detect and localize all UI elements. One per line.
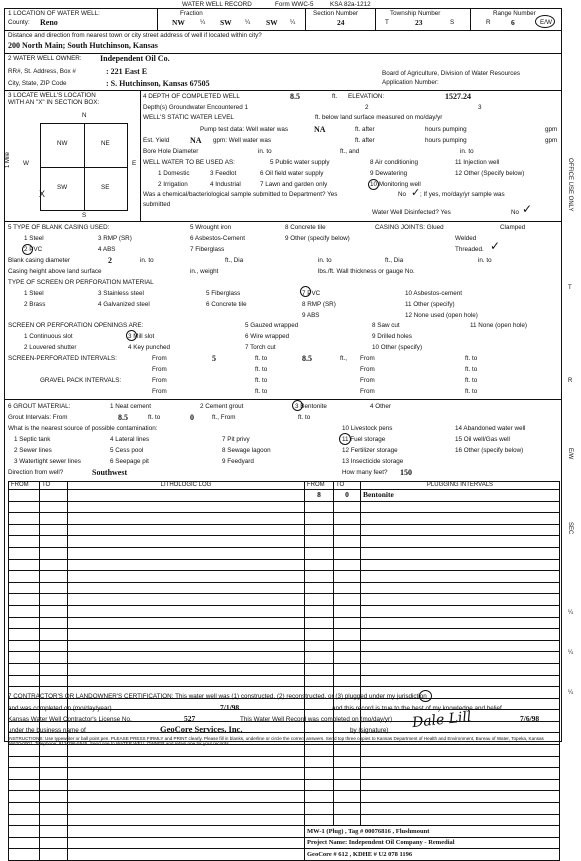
screen-6[interactable]: 6 Concrete tile <box>206 301 247 308</box>
yield-gpm: gpm <box>545 137 558 144</box>
license-label: Kansas Water Well Contractor's License No. <box>8 716 132 723</box>
open-11[interactable]: 11 None (open hole) <box>470 322 527 329</box>
casing-6[interactable]: 6 Asbestos-Cement <box>190 235 245 242</box>
contamination-label: What is the nearest source of possible contamination: <box>8 425 158 432</box>
side-ew: E/W <box>566 448 573 460</box>
township-t: T <box>385 19 389 26</box>
casing-weight: in., weight <box>190 268 219 275</box>
sp-from2: From <box>360 355 375 362</box>
open-8[interactable]: 8 Saw cut <box>372 322 400 329</box>
cert-completed-label: and was completed on (mo/day/year) <box>8 705 112 712</box>
chem-desc: ; If yes, mo/day/yr sample was <box>420 191 505 198</box>
signature: Dale Lill <box>411 708 473 732</box>
sp-to-value[interactable]: 8.5 <box>302 354 312 363</box>
direction-value[interactable]: Southwest <box>92 468 128 477</box>
sp-to-3: ft. to <box>255 366 268 373</box>
use-label: WELL WATER TO BE USED AS: <box>143 159 235 166</box>
plugged-circle <box>419 690 432 702</box>
blank-in-to-2: in. to <box>318 257 332 264</box>
business-label: under the business name of <box>8 727 86 734</box>
completed-date[interactable]: 7/1/98 <box>220 703 240 712</box>
office-use-label: OFFICE USE ONLY <box>566 158 573 212</box>
blank-ft-dia-2: ft., Dia <box>385 257 404 264</box>
casing-2-circle <box>22 244 33 255</box>
business-value[interactable]: GeoCore Services, Inc. <box>160 724 243 734</box>
threaded-check: ✓ <box>490 239 501 253</box>
s3-label2: WITH AN "X" IN SECTION BOX: <box>8 99 100 106</box>
log-header-to: TO <box>40 482 68 490</box>
blank-in-to: in. to <box>140 257 154 264</box>
grout-from-value[interactable]: 8.5 <box>118 413 128 422</box>
screen-10[interactable]: 10 Asbestos-cement <box>405 290 463 297</box>
screen-label: TYPE OF SCREEN OR PERFORATION MATERIAL <box>8 279 154 286</box>
contam-15[interactable]: 15 Oil well/Gas well <box>455 436 510 443</box>
gp-from2: From <box>360 377 375 384</box>
record-date[interactable]: 7/6/98 <box>520 714 540 723</box>
contam-7[interactable]: 7 Pit privy <box>222 436 250 443</box>
contam-14[interactable]: 14 Abandoned water well <box>455 425 526 432</box>
contam-13[interactable]: 13 Insecticide storage <box>342 458 404 465</box>
county-value[interactable]: Reno <box>40 18 58 27</box>
compass-e: E <box>132 160 137 167</box>
log-header-lithologic: LITHOLOGIC LOG <box>68 482 305 490</box>
yield-value[interactable]: NA <box>190 136 202 145</box>
blank-diameter-label: Blank casing diameter <box>8 257 70 264</box>
casing-5[interactable]: 5 Wrought iron <box>190 224 232 231</box>
open-3[interactable]: 3 Mill slot <box>128 333 155 340</box>
s2-label: 2 WATER WELL OWNER: <box>8 55 82 62</box>
yield-after: ft. after <box>355 137 375 144</box>
s5-label: 5 TYPE OF BLANK CASING USED: <box>8 224 110 231</box>
contam-4[interactable]: 4 Lateral lines <box>110 436 150 443</box>
side-sec: SEC <box>566 522 573 535</box>
contam-11[interactable]: 11 Fuel storage <box>342 436 386 443</box>
joints-welded[interactable]: Welded <box>455 235 477 242</box>
cert-true: and this record is true to the best of my knowledge and belief. <box>332 705 504 712</box>
quarter-mark: ¼ <box>200 19 206 26</box>
openings-label: SCREEN OR PERFORATION OPENINGS ARE: <box>8 322 144 329</box>
grout-to-value[interactable]: 0 <box>190 413 194 422</box>
yield-label: Est. Yield <box>143 137 170 144</box>
instructions: INSTRUCTIONS: Use typewriter or ball point pen. PLEASE PRESS FIRMLY and PRINT clearly. Please fill in blanks, underline or circle the correct answers. Send top three copies to Kansas Department of Health and Environment, Bureau of Water, Topeka, Kansas 66620-0001. Telephone: 913-296-5545. Send one to WATER WELL OWNER and retain one for your records. <box>8 736 544 747</box>
owner-value[interactable]: Independent Oil Co. <box>100 54 170 63</box>
casing-3[interactable]: 3 RMP (SR) <box>98 235 132 242</box>
side-r: R <box>568 378 573 384</box>
gp-to-3: ft. to <box>255 388 268 395</box>
plug-material-value[interactable]: Bentonite <box>361 490 560 502</box>
open-9[interactable]: 9 Drilled holes <box>372 333 412 340</box>
gp-to: ft. to <box>255 377 268 384</box>
pump-value[interactable]: NA <box>314 125 326 134</box>
grout-from-2: ft., From <box>212 414 236 421</box>
bore-and: ft., and <box>340 148 360 155</box>
sp-intervals-label: SCREEN-PERFORATED INTERVALS: <box>8 355 117 362</box>
use-5[interactable]: 5 Public water supply <box>270 159 330 166</box>
city-value[interactable]: : S. Hutchinson, Kansas 67505 <box>106 79 210 88</box>
board-text: Board of Agriculture, Division of Water Resources <box>382 70 521 77</box>
sp-from-label: From <box>152 355 167 362</box>
pump-after: ft. after <box>355 126 375 133</box>
open-2[interactable]: 2 Louvered shutter <box>24 344 77 351</box>
elevation-value[interactable]: 1527.24 <box>445 92 471 101</box>
screen-1[interactable]: 1 Steel <box>24 290 44 297</box>
township-value[interactable]: 23 <box>415 18 423 27</box>
casing-2[interactable]: 2 PVC <box>24 246 43 253</box>
contam-2[interactable]: 2 Sewer lines <box>14 447 52 454</box>
log-header-to2: TO <box>334 482 361 490</box>
quadrant-ne: NE <box>101 140 110 147</box>
compass-n: N <box>82 112 87 119</box>
groundwater-3: 3 <box>478 104 482 111</box>
side-q3: ¼ <box>568 690 574 696</box>
range-value[interactable]: 6 <box>511 18 515 27</box>
s1-label: 1 LOCATION OF WATER WELL: <box>8 10 100 17</box>
use-2[interactable]: 2 Irrigation <box>158 181 188 188</box>
contam-3[interactable]: 3 Watertight sewer lines <box>14 458 81 465</box>
sp-from-4: From <box>360 366 375 373</box>
side-q2: ¼ <box>568 650 574 656</box>
screen-2[interactable]: 2 Brass <box>24 301 46 308</box>
screen-11[interactable]: 11 Other (specify) <box>405 301 455 308</box>
ew-circle <box>535 15 555 28</box>
form-title: WATER WELL RECORD <box>182 1 252 8</box>
contam-12[interactable]: 12 Fertilizer storage <box>342 447 398 454</box>
contam-16[interactable]: 16 Other (specify below) <box>455 447 524 454</box>
plug-to-value[interactable]: 0 <box>334 490 361 502</box>
fraction-q3[interactable]: SW <box>266 18 278 27</box>
disinfected-no: No <box>511 209 520 216</box>
yield-desc: gpm: Well water was <box>213 137 271 144</box>
quarter-mark: ¼ <box>245 19 251 26</box>
quarter-mark: ¼ <box>290 19 296 26</box>
pump-gpm: gpm <box>545 126 558 133</box>
form-number: Form WWC-5 <box>275 1 314 8</box>
fraction-label: Fraction <box>180 10 203 17</box>
grout-3[interactable]: 3 Bentonite <box>295 403 327 410</box>
use-7[interactable]: 7 Lawn and garden only <box>260 181 328 188</box>
quadrant-nw: NW <box>57 140 68 147</box>
screen-7[interactable]: 7 PVC <box>302 290 321 297</box>
sp-to2: ft. to <box>465 355 478 362</box>
joints-clamped[interactable]: Clamped <box>500 224 526 231</box>
open-3-circle <box>126 330 137 341</box>
bore-in: in. to <box>258 148 272 155</box>
groundwater-2: 2 <box>365 104 369 111</box>
static-label: WELL'S STATIC WATER LEVEL <box>143 114 234 121</box>
open-10[interactable]: 10 Other (specify) <box>372 344 423 351</box>
contam-11-circle <box>339 433 351 445</box>
disinfected-label: Water Well Disinfected? Yes <box>372 209 451 216</box>
use-12[interactable]: 12 Other (Specify below) <box>455 170 525 177</box>
quadrant-se: SE <box>101 184 110 191</box>
form-ksa: KSA 82a-1212 <box>330 1 371 8</box>
grout-to-2: ft. to <box>298 414 311 421</box>
feet-label: How many feet? <box>342 469 388 476</box>
direction-label: Direction from well? <box>8 469 64 476</box>
yield-hours: hours pumping <box>425 137 467 144</box>
screen-3[interactable]: 3 Stainless steel <box>98 290 144 297</box>
feet-value[interactable]: 150 <box>400 468 412 477</box>
gp-from: From <box>152 377 167 384</box>
depth-label: 4 DEPTH OF COMPLETED WELL <box>143 93 240 100</box>
bore-in2: in. to <box>460 148 474 155</box>
chem-no-check: ✓ <box>411 187 421 199</box>
screen-7-circle <box>300 286 311 297</box>
log-table <box>8 481 560 861</box>
section-box[interactable] <box>40 123 128 211</box>
use-10[interactable]: 10 Monitoring well <box>370 181 421 188</box>
screen-5[interactable]: 5 Fiberglass <box>206 290 241 297</box>
contam-6[interactable]: 6 Seepage pit <box>110 458 149 465</box>
gp-from-3: From <box>152 388 167 395</box>
use-6[interactable]: 6 Oil field water supply <box>260 170 324 177</box>
screen-4[interactable]: 4 Galvanized steel <box>98 301 150 308</box>
address-label: RR#, St. Address, Box # <box>8 68 76 75</box>
grout-4[interactable]: 4 Other <box>370 403 391 410</box>
pump-label: Pump test data: Well water was <box>200 126 289 133</box>
joints-glued[interactable]: CASING JOINTS: Glued <box>375 224 444 231</box>
log-header-from: FROM <box>9 482 40 490</box>
quadrant-sw: SW <box>57 184 68 191</box>
contam-5[interactable]: 5 Cess pool <box>110 447 144 454</box>
section-label: Section Number <box>313 10 359 17</box>
township-label: Township Number <box>390 10 441 17</box>
range-r: R <box>486 19 491 26</box>
use-1[interactable]: 1 Domestic <box>158 170 190 177</box>
casing-4[interactable]: 4 ABS <box>98 246 116 253</box>
range-ew: E/W <box>540 19 552 26</box>
casing-9[interactable]: 9 Other (specify below) <box>285 235 350 242</box>
open-6[interactable]: 6 Wire wrapped <box>245 333 290 340</box>
application-label: Application Number: <box>382 79 439 86</box>
open-4[interactable]: 4 Key punched <box>128 344 171 351</box>
geocore-kdhe: GeoCore # 612 , KDHE # U2 078 1196 <box>305 849 560 861</box>
range-label: Range Number <box>493 10 536 17</box>
use-9[interactable]: 9 Dewatering <box>370 170 408 177</box>
submitted-label: submitted <box>143 201 171 208</box>
casing-7[interactable]: 7 Fiberglass <box>190 246 225 253</box>
blank-diameter-value[interactable]: 2 <box>108 256 112 265</box>
bore-label: Bore Hole Diameter <box>143 148 199 155</box>
casing-lbs: lbs./ft. Wall thickness or gauge No. <box>318 268 415 275</box>
gp-to-4: ft. to <box>465 388 478 395</box>
license-value[interactable]: 527 <box>184 714 196 723</box>
compass-s: S <box>82 212 87 219</box>
screen-9[interactable]: 9 ABS <box>302 312 320 319</box>
joints-threaded[interactable]: Threaded. <box>455 246 484 253</box>
s3-label: 3 LOCATE WELL'S LOCATION <box>8 92 96 99</box>
sp-to-4: ft. to <box>465 366 478 373</box>
fraction-q2[interactable]: SW <box>220 18 232 27</box>
city-label: City, State, ZIP Code <box>8 80 67 87</box>
groundwater-label: Depth(s) Groundwater Encountered 1 <box>143 104 249 111</box>
mile-label: 1 Mile <box>5 152 11 169</box>
signature-label: by (signature) <box>350 727 389 734</box>
open-1[interactable]: 1 Continuous slot <box>24 333 73 340</box>
screen-8[interactable]: 8 RMP (SR) <box>302 301 336 308</box>
use-3[interactable]: 3 Feedlot <box>210 170 237 177</box>
cert-line1: 7 CONTRACTOR'S OR LANDOWNER'S CERTIFICATION: This water well was (1) constructed, (2) reconstructed, or (3) plugged under my jurisdiction <box>8 693 427 700</box>
chem-no: No <box>398 191 407 198</box>
blank-in-to-3: in. to <box>478 257 492 264</box>
township-s: S <box>450 19 455 26</box>
sp-from-value[interactable]: 5 <box>212 354 216 363</box>
disinfected-no-check: ✓ <box>522 202 533 216</box>
pump-hours: hours pumping <box>425 126 467 133</box>
compass-w: W <box>23 160 29 167</box>
blank-ft-dia: ft., Dia <box>225 257 244 264</box>
side-t: T <box>568 285 572 291</box>
chem-label: Was a chemical/bacteriological sample submitted to Department? Yes <box>143 191 338 198</box>
well-location-x: X <box>39 189 46 199</box>
use-10-circle <box>368 179 379 190</box>
section-value[interactable]: 24 <box>337 18 345 27</box>
contam-10[interactable]: 10 Livestock pens <box>342 425 393 432</box>
casing-1[interactable]: 1 Steel <box>24 235 44 242</box>
record-completed-label: This Water Well Record was completed on (mo/day/yr) <box>240 716 393 723</box>
open-7[interactable]: 7 Torch cut <box>245 344 276 351</box>
s6-label: 6 GROUT MATERIAL: <box>8 403 71 410</box>
log-header-plugging: PLUGGING INTERVALS <box>361 482 560 490</box>
gp-from-4: From <box>360 388 375 395</box>
distance-value[interactable]: 200 North Main; South Hutchinson, Kansas <box>8 41 158 50</box>
side-q1: ¼ <box>568 610 574 616</box>
plug-from-value[interactable]: 8 <box>305 490 334 502</box>
sp-to-label: ft. to <box>255 355 268 362</box>
contam-1[interactable]: 1 Septic tank <box>14 436 51 443</box>
casing-8[interactable]: 8 Concrete tile <box>285 224 326 231</box>
mw-tag: MW-1 (Plug) , Tag # 00076816 , Flushmount <box>305 826 560 838</box>
open-5[interactable]: 5 Gauzed wrapped <box>245 322 299 329</box>
gp-intervals-label: GRAVEL PACK INTERVALS: <box>40 377 122 384</box>
static-desc: ft. below land surface measured on mo/day/yr <box>315 114 443 121</box>
address-value[interactable]: : 221 East E <box>106 67 148 76</box>
use-11[interactable]: 11 Injection well <box>455 159 500 166</box>
use-8[interactable]: 8 Air conditioning <box>370 159 418 166</box>
sp-ft: ft., <box>340 355 347 362</box>
distance-label: Distance and direction from nearest town or city street address of well if located within city? <box>8 32 262 39</box>
depth-ft: ft. <box>332 93 338 100</box>
grout-to-label: ft. to <box>148 414 161 421</box>
depth-value[interactable]: 8.5 <box>290 92 300 101</box>
contam-8[interactable]: 8 Sewage lagoon <box>222 447 271 454</box>
log-header-from2: FROM <box>305 482 334 490</box>
screen-12[interactable]: 12 None used (open hole) <box>405 312 478 319</box>
elevation-label: ELEVATION: <box>348 93 385 100</box>
grout-2[interactable]: 2 Cement grout <box>200 403 244 410</box>
fraction-q1[interactable]: NW <box>172 18 185 27</box>
gp-to2: ft. to <box>465 377 478 384</box>
contam-9[interactable]: 9 Feedyard <box>222 458 254 465</box>
grout-3-circle <box>292 400 303 411</box>
county-label: County: <box>8 19 30 26</box>
use-4[interactable]: 4 Industrial <box>210 181 241 188</box>
sp-from-3: From <box>152 366 167 373</box>
project-name: Project Name: Independent Oil Company - Remedial <box>305 837 560 849</box>
grout-1[interactable]: 1 Neat cement <box>110 403 151 410</box>
grout-intervals-label: Grout Intervals: From <box>8 414 68 421</box>
casing-height-label: Casing height above land surface <box>8 268 102 275</box>
